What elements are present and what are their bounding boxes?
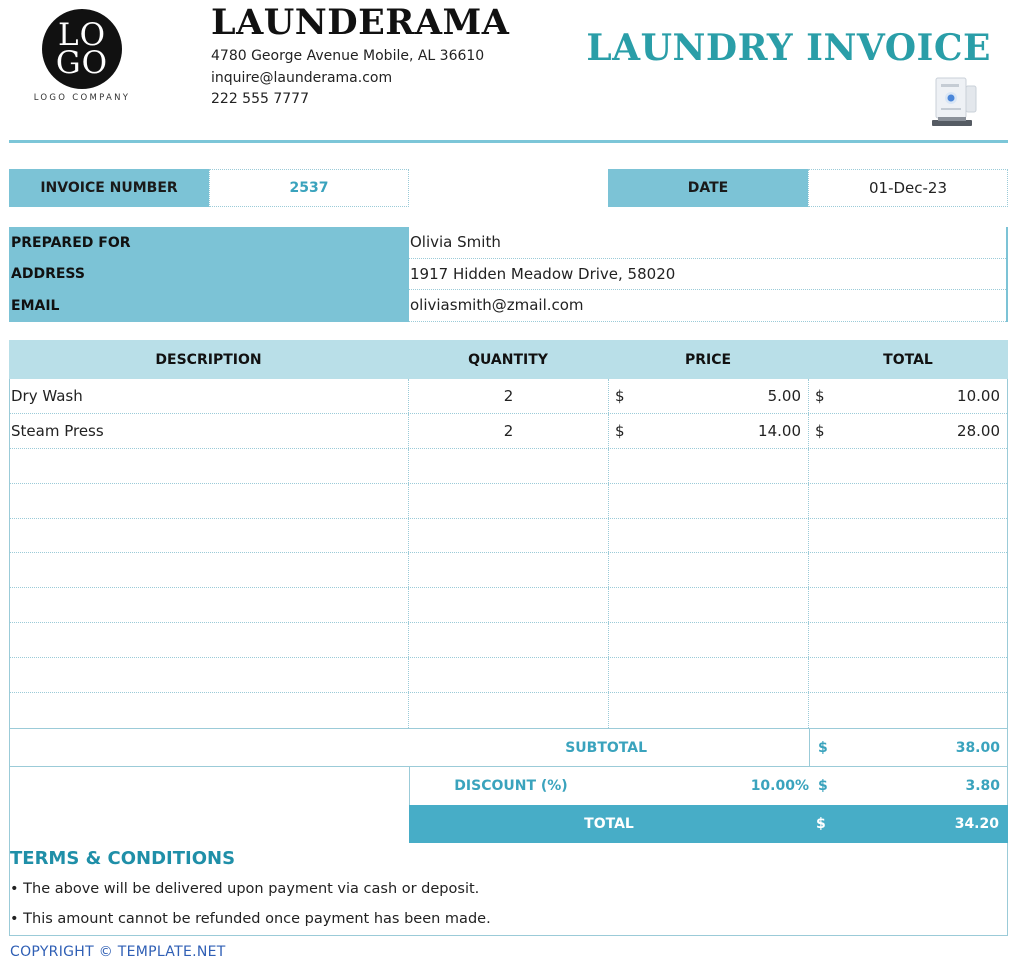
- currency-symbol: $: [615, 421, 625, 440]
- item-description: Dry Wash: [10, 379, 409, 413]
- invoice-number-value: 2537: [209, 169, 409, 207]
- items-table-header: [9, 340, 1008, 379]
- address-label: ADDRESS: [11, 266, 85, 283]
- currency-symbol: $: [816, 816, 826, 832]
- invoice-title: LAUNDRY INVOICE: [586, 27, 991, 69]
- item-total: 28.00: [957, 421, 1000, 440]
- company-phone: 222 555 7777: [211, 91, 309, 107]
- table-row-empty: [10, 623, 1007, 658]
- prepared-for-label: PREPARED FOR: [11, 234, 131, 251]
- totals-spacer: [9, 767, 409, 843]
- copyright-text: COPYRIGHT © TEMPLATE.NET: [10, 944, 226, 960]
- table-row-empty: [10, 693, 1007, 728]
- currency-symbol: $: [818, 739, 828, 756]
- currency-symbol: $: [615, 386, 625, 405]
- terms-line-1: • The above will be delivered upon payment via cash or deposit.: [10, 881, 480, 897]
- table-row-empty: [10, 588, 1007, 623]
- subtotal-value-cell: [809, 729, 1007, 766]
- item-price: 5.00: [767, 386, 801, 405]
- table-row-empty: [10, 553, 1007, 588]
- customer-labels: [9, 227, 409, 322]
- email-value: oliviasmith@zmail.com: [409, 290, 1006, 322]
- table-row: [10, 379, 1007, 414]
- company-logo: [42, 9, 122, 89]
- table-row-empty: [10, 484, 1007, 519]
- logo-company-label: LOGO COMPANY: [33, 93, 131, 103]
- item-total-cell: [809, 379, 1007, 413]
- currency-symbol: $: [815, 421, 825, 440]
- item-quantity: 2: [409, 379, 609, 413]
- table-row-empty: [10, 449, 1007, 484]
- total-value-cell: [809, 816, 1008, 832]
- col-description: DESCRIPTION: [155, 351, 262, 368]
- currency-symbol: $: [815, 386, 825, 405]
- subtotal-label: SUBTOTAL: [565, 739, 647, 756]
- table-row: [10, 414, 1007, 449]
- date-label: DATE: [608, 169, 808, 207]
- col-price: PRICE: [684, 351, 732, 368]
- subtotal-value: 38.00: [955, 739, 1000, 756]
- company-name: LAUNDERAMA: [211, 2, 510, 43]
- item-price-cell: [609, 414, 809, 448]
- item-price-cell: [609, 379, 809, 413]
- address-value: 1917 Hidden Meadow Drive, 58020: [409, 259, 1006, 291]
- date-value: 01-Dec-23: [808, 169, 1008, 207]
- item-description: Steam Press: [10, 414, 409, 448]
- email-label: EMAIL: [11, 297, 60, 314]
- item-price: 14.00: [758, 421, 801, 440]
- currency-symbol: $: [818, 778, 828, 794]
- company-email: inquire@launderama.com: [211, 70, 393, 86]
- total-label: TOTAL: [584, 816, 634, 832]
- col-total: TOTAL: [883, 351, 933, 368]
- company-address: 4780 George Avenue Mobile, AL 36610: [211, 48, 485, 64]
- terms-title: TERMS & CONDITIONS: [10, 848, 236, 869]
- receipt-icon: [928, 76, 980, 132]
- item-total: 10.00: [957, 386, 1000, 405]
- header-divider: [9, 140, 1008, 143]
- prepared-for-value: Olivia Smith: [409, 227, 1006, 259]
- item-total-cell: [809, 414, 1007, 448]
- table-row-empty: [10, 658, 1007, 693]
- discount-row: [409, 767, 1008, 805]
- subtotal-row: [9, 728, 1008, 767]
- discount-value-cell: [810, 778, 1007, 794]
- total-row: [409, 805, 1008, 843]
- discount-label: DISCOUNT (%): [454, 778, 568, 794]
- table-row-empty: [10, 519, 1007, 554]
- total-value: 34.20: [954, 816, 999, 832]
- logo-text: LO GO: [55, 17, 109, 81]
- col-quantity: QUANTITY: [468, 351, 548, 368]
- discount-percent: 10.00%: [750, 778, 809, 794]
- item-quantity: 2: [409, 414, 609, 448]
- invoice-number-label: INVOICE NUMBER: [9, 169, 209, 207]
- discount-value: 3.80: [965, 778, 1000, 794]
- customer-values: [409, 227, 1008, 322]
- items-table-body: [9, 379, 1008, 728]
- terms-line-2: • This amount cannot be refunded once payment has been made.: [10, 911, 491, 927]
